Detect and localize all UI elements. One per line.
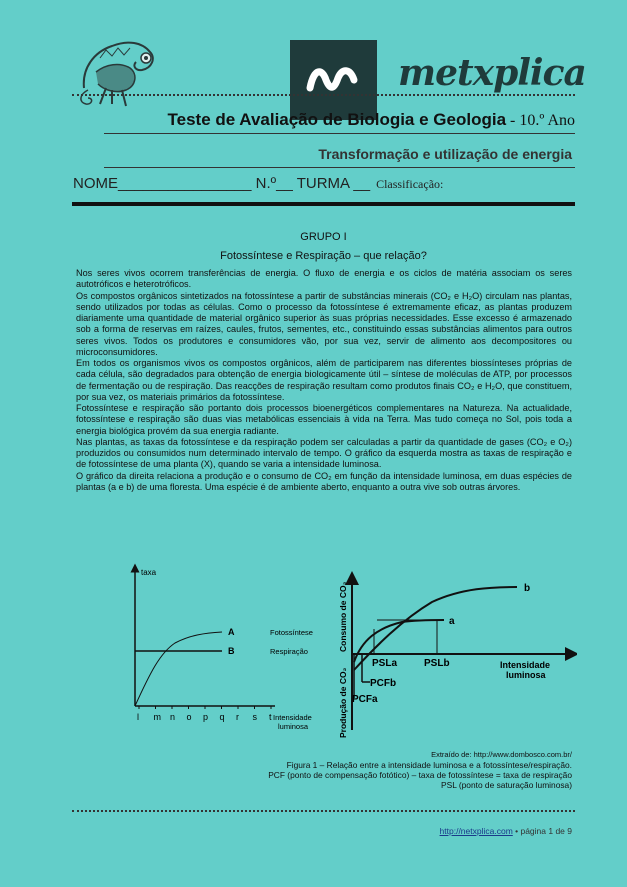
paragraph: Em todos os organismos vivos os compostos orgânicos, além de participarem nas diferentes biossínteses próprias de cada célula, são degradados para obtenção de energia biologicamente útil – síntese de moléculas de ATP, por processos de fermentação ou de respiração. Das reacções de respiração resultam como produtos finais CO₂ e H₂O, que constituem, por sua vez, os materiais primários da fotossíntese. [76, 358, 572, 402]
page-number: • página 1 de 9 [512, 826, 572, 836]
paragraph: Nos seres vivos ocorrem transferências de energia. O fluxo de energia e os ciclos de matéria associam os seres autotróficos e heterotróficos. [76, 268, 572, 290]
footer [300, 826, 572, 836]
x-tick-label: n [170, 712, 176, 722]
name-row [73, 175, 443, 192]
curve-b-label: b [524, 583, 531, 594]
body-text [76, 268, 572, 493]
curve-photosynthesis [135, 632, 222, 706]
right-y-label-bottom: Produção de CO₂ [338, 667, 348, 738]
right-chart [332, 570, 577, 742]
name-label: NOME________________ N.º__ TURMA __ [73, 175, 371, 192]
x-tick-label: o [186, 712, 192, 722]
logo-wave-icon [300, 58, 368, 98]
right-x-label-2: luminosa [506, 670, 546, 680]
left-y-label: taxa [141, 568, 157, 577]
subtitle-rule [104, 167, 575, 168]
caption-line: Figura 1 – Relação entre a intensidade luminosa e a fotossíntese/respiração. [286, 760, 572, 770]
figure-caption [200, 750, 572, 790]
curve-b-name: Respiração [270, 647, 308, 656]
x-tick-label: t [269, 712, 272, 722]
psla-label: PSLa [372, 658, 398, 669]
paragraph: O gráfico da direita relaciona a produção e o consumo de CO₂ em função da intensidade luminosa, em duas espécies de plantas (a e b) de uma floresta. Uma espécie é de ambiente aberto, enquanto a outra vive sob outras árvores. [76, 470, 572, 492]
caption-line: PCF (ponto de compensação fotótico) – taxa de fotossíntese = taxa de respiração [268, 770, 572, 780]
group-title: GRUPO I [300, 231, 347, 243]
paragraph: Os compostos orgânicos sintetizados na fotossíntese a partir de substâncias minerais (CO₂ e H₂O) circulam nas plantas, sendo utilizados por todas as células. Como o processo da fotossíntese é extremamente eficaz, as plantas produzem diariamente uma quantidade de material orgânico superior às suas próprias necessidades. Esse excesso é armazenado sob a forma de reservas em raízes, caules, frutos, sementes, etc., constituindo essas substâncias alimentos para outros seres vivos. Todos os produtores e consumidores vão, por sua vez, servir de alimento aos decompositores ou microconsumidores. [76, 290, 572, 357]
chameleon-illustration [76, 28, 176, 110]
x-tick-label: q [219, 712, 225, 722]
page-title: Teste de Avaliação de Biologia e Geologia - 10.º Ano [167, 110, 575, 129]
footer-dotted-line [72, 810, 575, 812]
x-tick-label: p [203, 712, 209, 722]
curve-a-label: a [449, 616, 455, 627]
group-subtitle: Fotossíntese e Respiração – que relação? [220, 250, 427, 262]
caption-line: PSL (ponto de saturação luminosa) [441, 780, 572, 790]
left-x-label: Intensidade [273, 713, 312, 722]
header-dotted-line [72, 94, 575, 96]
left-chart [120, 563, 325, 738]
x-tick-label: m [153, 712, 161, 722]
footer-link[interactable]: http://netxplica.com [439, 826, 513, 836]
curve-b-label: B [228, 646, 235, 656]
pcfb-label: PCFb [370, 678, 397, 689]
curve-a-name: Fotossíntese [270, 628, 313, 637]
thick-divider [72, 202, 575, 206]
paragraph: Nas plantas, as taxas da fotossíntese e da respiração podem ser calculadas a partir da quantidade de gases (CO₂ e O₂) produzidos ou consumidos num determinado intervalo de tempo. O gráfico da esquerda mostra as taxas de respiração e de fotossíntese de uma planta (X), quando se varia a intensidade luminosa. [76, 436, 572, 470]
caption-source: Extraído de: http://www.dombosco.com.br/ [431, 750, 572, 759]
x-tick-label: l [137, 712, 139, 722]
paragraph: Fotossíntese e respiração são portanto dois processos bioenergéticos complementares na Natureza. Na actualidade, fotossíntese e respiração são duas vias metabólicas essenciais à vida na Terra. Mas tudo começa no Sol, pois toda a energia biológica provém da sua energia radiante. [76, 403, 572, 436]
x-tick-label: s [252, 712, 257, 722]
pcfa-label: PCFa [352, 694, 378, 705]
curve-a-label: A [228, 627, 235, 637]
brand-logo: metxplica [398, 52, 586, 94]
left-x-label-2: luminosa [278, 722, 309, 731]
x-tick-label: r [236, 712, 239, 722]
page-subtitle: Transformação e utilização de energia [318, 146, 572, 162]
title-rule [104, 133, 575, 134]
right-x-label: Intensidade [500, 660, 551, 670]
pslb-label: PSLb [424, 658, 450, 669]
right-y-label-top: Consumo de CO₂ [338, 581, 348, 652]
classification-label: Classificação: [376, 177, 444, 191]
